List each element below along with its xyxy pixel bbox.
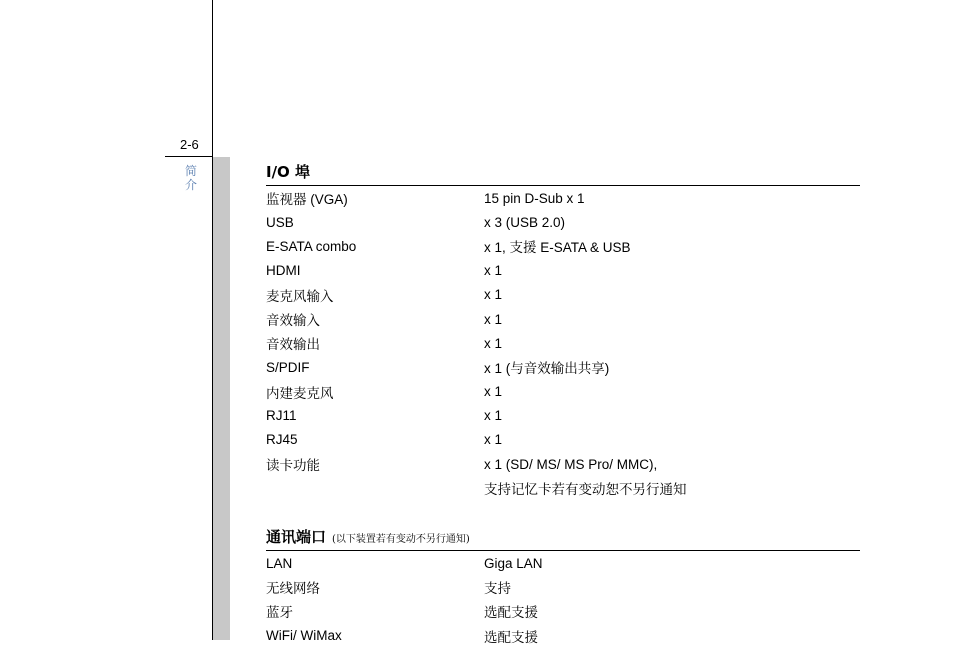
table-row [266,380,860,404]
comm-ports-heading [266,526,860,551]
table-row [266,452,860,476]
spec-value: 15 pin D-Sub x 1 [484,190,585,206]
table-row [266,428,860,452]
spec-label: E-SATA combo [266,238,357,254]
spec-value: 选配支援 [484,629,538,645]
io-ports-heading: I/O 埠 [266,161,860,186]
table-row [266,551,860,575]
spec-label: 内建麦克风 [266,385,334,401]
spec-label: RJ45 [266,432,298,448]
margin-band [213,157,230,640]
spec-label: 读卡功能 [266,458,320,474]
comm-ports-table [266,551,860,648]
spec-label: 蓝牙 [266,605,293,621]
spec-value: 支持记忆卡若有变动恕不另行通知 [484,482,687,498]
comm-ports-title: 通讯端口 [266,528,327,546]
io-ports-table [266,186,860,500]
spec-value: x 1 [484,432,503,448]
spec-label: LAN [266,555,293,571]
spec-value: Giga LAN [484,555,543,571]
table-row [266,331,860,355]
spec-label: S/PDIF [266,359,310,375]
table-row [266,624,860,648]
page-number: 2-6 [180,137,199,152]
page-number-rule [165,156,213,157]
spec-value: x 1, 支援 E-SATA & USB [484,240,631,256]
spec-value: 支持 [484,581,511,597]
spec-label: 监视器 (VGA) [266,192,348,208]
table-row [266,355,860,379]
table-row [266,575,860,599]
spec-label: USB [266,214,294,230]
table-row [266,599,860,623]
spec-value: x 3 (USB 2.0) [484,214,566,230]
table-row [266,307,860,331]
section-tab: 简介 [184,164,197,192]
spec-value: x 1 (SD/ MS/ MS Pro/ MMC), [484,456,658,472]
spec-value: x 1 [484,311,503,327]
table-row [266,404,860,428]
spec-value: x 1 [484,335,503,351]
table-row [266,259,860,283]
comm-ports-note: (以下装置若有变动不另行通知) [332,534,470,545]
table-row [266,476,860,500]
spec-value: x 1 [484,263,503,279]
table-row [266,186,860,210]
spec-value: x 1 [484,408,503,424]
table-row [266,283,860,307]
spec-label: WiFi/ WiMax [266,628,342,644]
spec-label: HDMI [266,263,301,279]
spec-value: x 1 [484,384,503,400]
spec-label: RJ11 [266,408,297,424]
spec-value: x 1 (与音效输出共享) [484,361,610,377]
comm-ports-section [266,526,860,648]
table-row [266,234,860,258]
spec-value: 选配支援 [484,605,538,621]
spec-label: 麦克风输入 [266,288,334,304]
table-row [266,210,860,234]
io-ports-section [266,161,860,500]
spec-label: 音效输出 [266,337,320,353]
spec-label: 无线网络 [266,581,320,597]
spec-value: x 1 [484,287,503,303]
spec-label: 音效输入 [266,313,320,329]
